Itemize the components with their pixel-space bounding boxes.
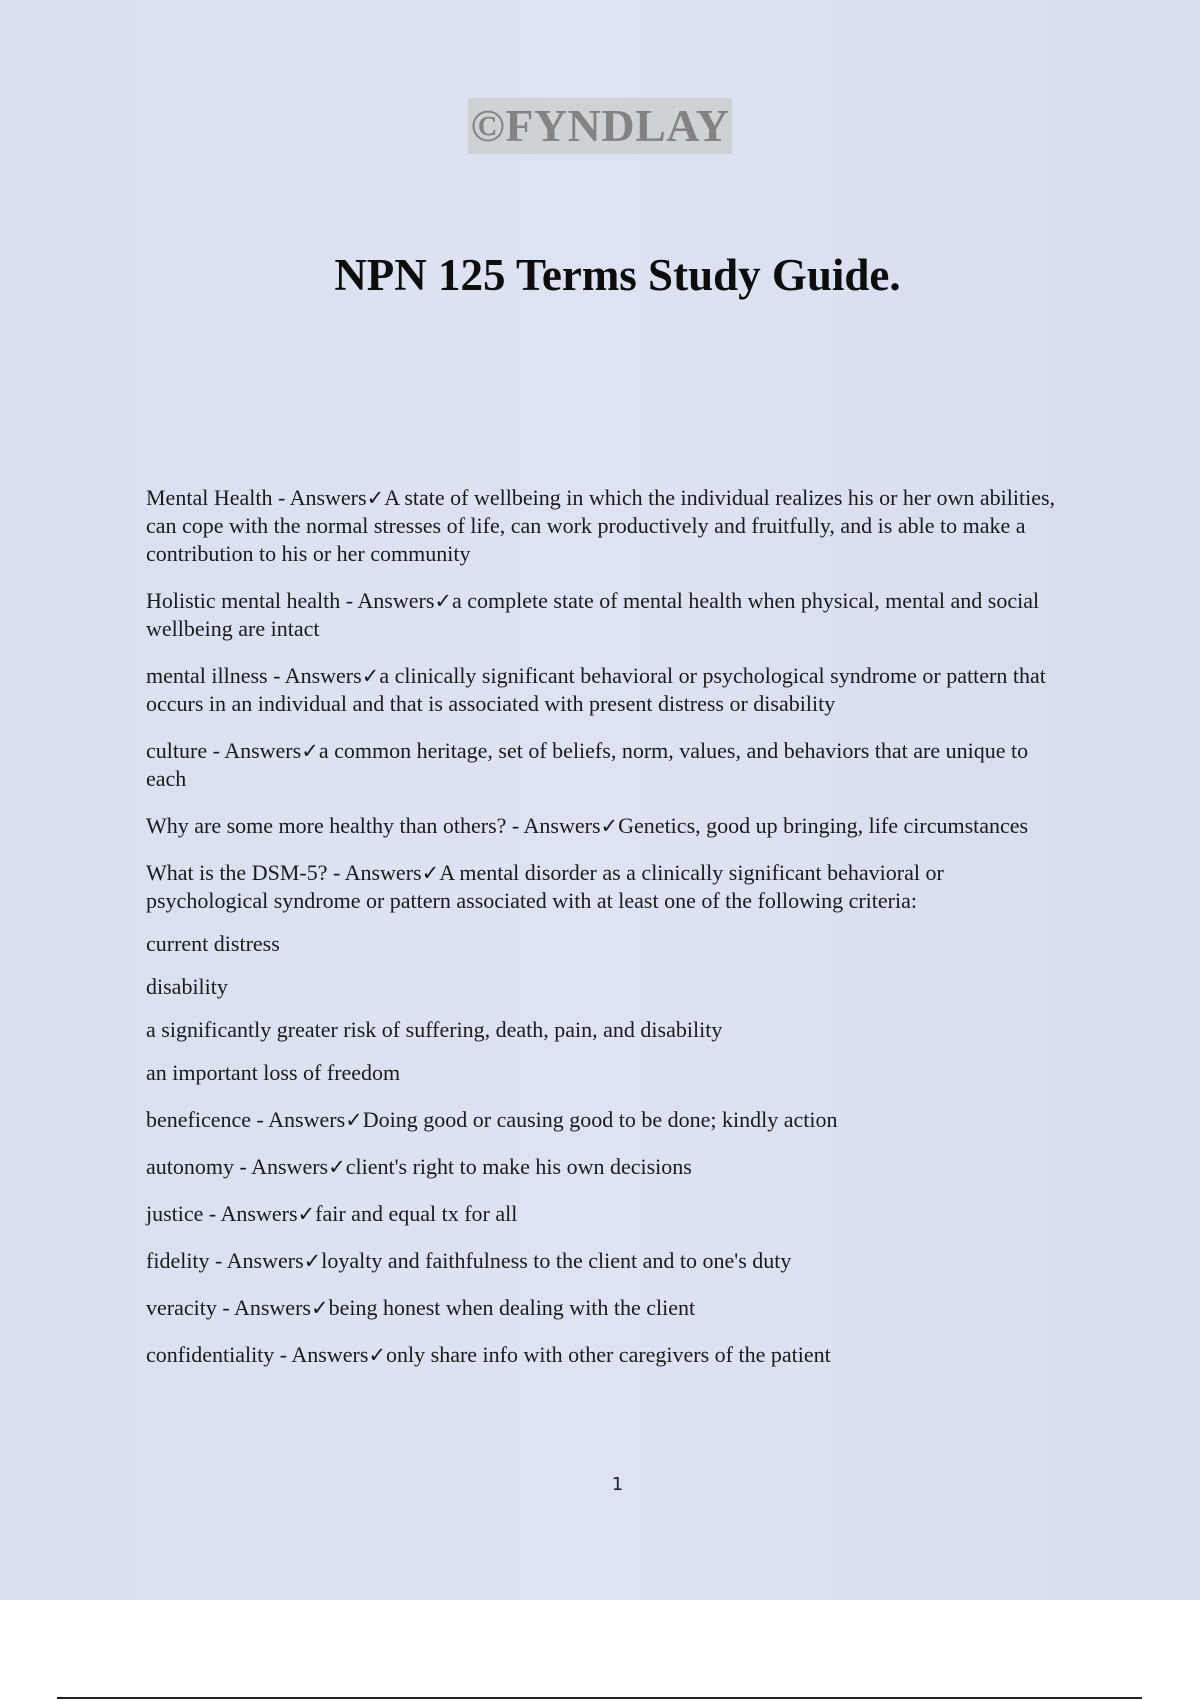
checkmark-icon: ✓: [345, 1108, 363, 1132]
checkmark-icon: ✓: [366, 486, 385, 510]
entries-list: [146, 484, 1071, 1388]
entry-item: [146, 662, 1071, 718]
entry-term: Holistic mental health -: [146, 588, 358, 613]
answers-label: Answers: [220, 1201, 298, 1226]
entry-item: [146, 1200, 1071, 1228]
checkmark-icon: ✓: [421, 861, 440, 885]
watermark-text: ©FYNDLAY: [468, 98, 731, 154]
entry-term: autonomy -: [146, 1154, 252, 1179]
answers-label: Answers: [226, 1248, 304, 1273]
entry-item: [146, 1341, 1071, 1369]
page-title: NPN 125 Terms Study Guide.: [334, 250, 901, 300]
answers-label: Answers: [284, 663, 362, 688]
checkmark-icon: ✓: [368, 1343, 387, 1367]
next-page-divider: [57, 1697, 1142, 1699]
entry-term: beneficence -: [146, 1107, 269, 1132]
entry-term: Why are some more healthy than others? -: [146, 813, 524, 838]
entry-term: confidentiality -: [146, 1342, 292, 1367]
entry-definition: a clinically significant behavioral or psychological syndrome or pattern that occurs in an individual and that is associated with present distress or disability: [146, 663, 1046, 716]
entry-definition: only share info with other caregivers of the patient: [386, 1342, 831, 1367]
answers-label: Answers: [268, 1107, 346, 1132]
page-number: 1: [611, 1474, 624, 1495]
answers-label: Answers: [357, 588, 435, 613]
entry-term: justice -: [146, 1201, 221, 1226]
entry-item: [146, 1153, 1071, 1181]
checkmark-icon: ✓: [328, 1155, 346, 1179]
entry-term: veracity -: [146, 1295, 234, 1320]
entry-term: Mental Health -: [146, 485, 290, 510]
entry-term: fidelity -: [146, 1248, 227, 1273]
checkmark-icon: ✓: [434, 589, 453, 613]
entry-definition: loyalty and faithfulness to the client and to one's duty: [321, 1248, 792, 1273]
entry-definition: Doing good or causing good to be done; kindly action: [362, 1107, 838, 1132]
answers-label: Answers: [291, 1342, 369, 1367]
entry-definition: A mental disorder as a clinically significant behavioral or psychological syndrome or pattern associated with at least one of the following criteria:: [146, 860, 944, 913]
checkmark-icon: ✓: [600, 814, 619, 838]
criteria-item: an important loss of freedom: [146, 1060, 401, 1085]
entry-definition: Genetics, good up bringing, life circumstances: [618, 813, 1029, 838]
entry-item: [146, 587, 1071, 643]
answers-label: Answers: [233, 1295, 311, 1320]
answers-label: Answers: [344, 860, 422, 885]
answers-label: Answers: [523, 813, 601, 838]
entry-term: mental illness -: [146, 663, 285, 688]
entry-definition: a complete state of mental health when physical, mental and social wellbeing are intact: [146, 588, 1040, 641]
entry-definition: being honest when dealing with the client: [328, 1295, 696, 1320]
entry-definition: A state of wellbeing in which the individual realizes his or her own abilities, can cope with the normal stresses of life, can work productively and fruitfully, and is able to make a contribution to his or her community: [146, 485, 1056, 566]
checkmark-icon: ✓: [303, 1249, 322, 1273]
criteria-item: disability: [146, 974, 228, 999]
entry-definition: client's right to make his own decisions: [345, 1154, 692, 1179]
checkmark-icon: ✓: [361, 664, 380, 688]
entry-item: [146, 812, 1071, 840]
entry-definition: a common heritage, set of beliefs, norm, values, and behaviors that are unique to each: [146, 738, 1029, 791]
entry-item: [146, 859, 1071, 915]
checkmark-icon: ✓: [297, 1202, 316, 1226]
entry-definition: fair and equal tx for all: [315, 1201, 518, 1226]
answers-label: Answers: [289, 485, 367, 510]
entry-item: [146, 1294, 1071, 1322]
entry-item: [146, 737, 1071, 793]
criteria-item: a significantly greater risk of suffering, death, pain, and disability: [146, 1017, 723, 1042]
entry-term: What is the DSM-5? -: [146, 860, 345, 885]
entry-item: [146, 1247, 1071, 1275]
answers-label: Answers: [251, 1154, 329, 1179]
answers-label: Answers: [224, 738, 302, 763]
checkmark-icon: ✓: [310, 1296, 329, 1320]
criteria-item: current distress: [146, 931, 280, 956]
watermark: [0, 98, 1200, 154]
entry-term: culture -: [146, 738, 225, 763]
checkmark-icon: ✓: [301, 739, 319, 763]
entry-item: [146, 484, 1071, 568]
entry-item: [146, 1106, 1071, 1134]
